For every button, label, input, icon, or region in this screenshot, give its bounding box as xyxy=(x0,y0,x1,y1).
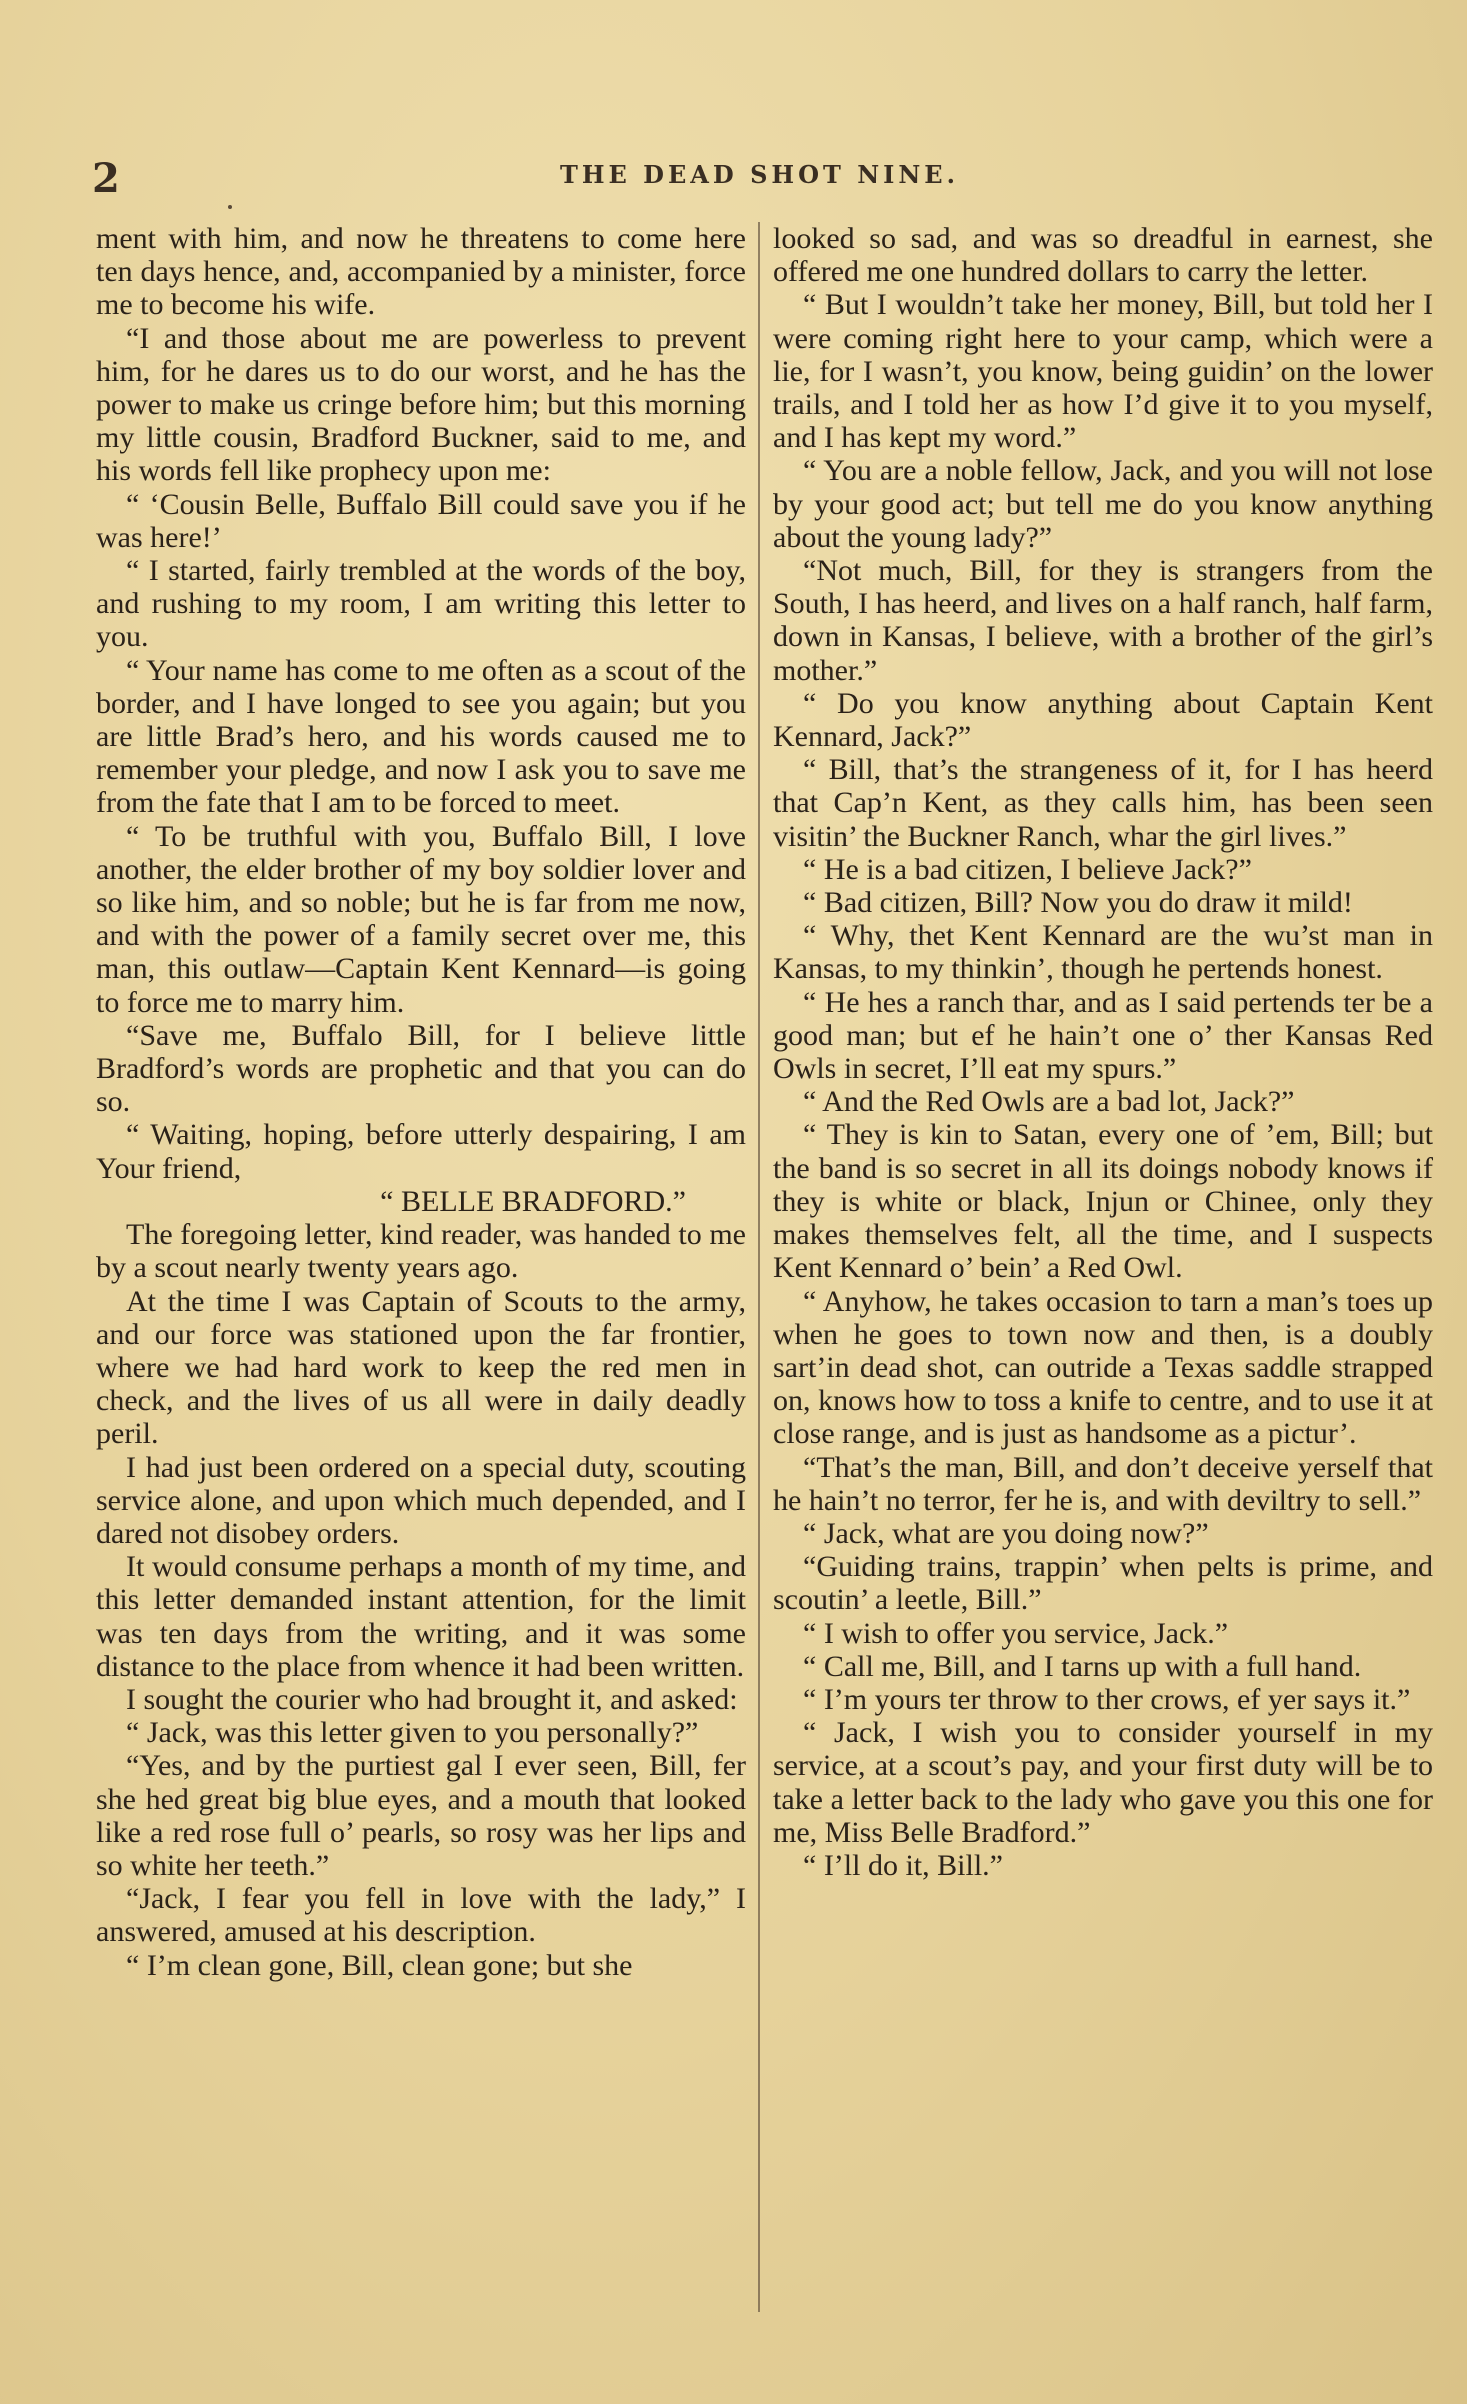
paragraph: “ Jack, was this letter given to you personally?” xyxy=(126,1716,699,1750)
paragraph: looked so sad, and was so dreadful in earnest, she offered me one hundred dollars to carry the letter. xyxy=(773,222,1433,289)
paragraph: “ I wish to offer you service, Jack.” xyxy=(803,1616,1229,1650)
paragraph: “ Waiting, hoping, before utterly despairing, I am Your friend, xyxy=(96,1118,746,1185)
paragraph: “ To be truthful with you, Buffalo Bill, I love another, the elder brother of my boy soldier lover and so like him, and so noble; but he is far from me now, and with the power of a family secret over me, this man, this outlaw—Captain Kent Kennard—is going to force me to marry him. xyxy=(96,819,746,1019)
paragraph: “ And the Red Owls are a bad lot, Jack?” xyxy=(803,1085,1295,1119)
paragraph: “That’s the man, Bill, and don’t deceive yerself that he hain’t no terror, fer he is, and with deviltry to sell.” xyxy=(773,1450,1433,1517)
paragraph: “ Jack, I wish you to consider yourself in my service, at a scout’s pay, and your first duty will be to take a letter back to the lady who gave you this one for me, Miss Belle Bradford.” xyxy=(773,1716,1433,1849)
paragraph: “Guiding trains, trappin’ when pelts is prime, and scoutin’ a leetle, Bill.” xyxy=(773,1550,1433,1617)
paragraph: “ Bad citizen, Bill? Now you do draw it mild! xyxy=(803,886,1353,920)
paragraph: “ They is kin to Satan, every one of ’em, Bill; but the band is so secret in all its doings nobody knows if they is white or black, Injun or Chinee, only they makes themselves felt, all the time, and I suspects Kent Kennard o’ bein’ a Red Owl. xyxy=(773,1118,1433,1285)
paragraph: I sought the courier who had brought it, and asked: xyxy=(126,1682,738,1716)
paragraph: “ He hes a ranch thar, and as I said pertends ter be a good man; but ef he hain’t one o’ ther Kansas Red Owls in secret, I’ll eat my spurs.” xyxy=(773,985,1433,1086)
running-title: THE DEAD SHOT NINE. xyxy=(560,160,959,189)
paragraph: “ Why, thet Kent Kennard are the wu’st man in Kansas, to my thinkin’, though he pertends honest. xyxy=(773,919,1433,986)
paragraph: “Save me, Buffalo Bill, for I believe little Bradford’s words are prophetic and that you can do so. xyxy=(96,1018,746,1119)
page-number: 2 xyxy=(92,155,120,202)
paragraph: “ I started, fairly trembled at the words of the boy, and rushing to my room, I am writing this letter to you. xyxy=(96,554,746,654)
paragraph: “ Your name has come to me often as a scout of the border, and I have longed to see you again; but you are little Brad’s hero, and his words caused me to remember your pledge, and now I ask you to save me from the fate that I am to be forced to meet. xyxy=(96,653,746,820)
left-column xyxy=(96,222,746,1982)
paragraph: ment with him, and now he threatens to come here ten days hence, and, accompanied by a minister, force me to become his wife. xyxy=(96,222,746,322)
paragraph: “ I’m clean gone, Bill, clean gone; but she xyxy=(126,1948,633,1982)
paragraph: At the time I was Captain of Scouts to the army, and our force was stationed upon the far frontier, where we had hard work to keep the red men in check, and the lives of us all were in daily deadly peril. xyxy=(96,1284,746,1451)
paragraph: “ Call me, Bill, and I tarns up with a full hand. xyxy=(803,1649,1362,1683)
column-divider xyxy=(758,222,760,2312)
paragraph: “Not much, Bill, for they is strangers from the South, I has heerd, and lives on a half ranch, half farm, down in Kansas, I believe, with a brother of the girl’s mother.” xyxy=(773,554,1433,687)
ink-dot xyxy=(228,205,232,209)
paragraph: I had just been ordered on a special duty, scouting service alone, and upon which much depended, and I dared not disobey orders. xyxy=(96,1450,746,1550)
paragraph: “ Jack, what are you doing now?” xyxy=(803,1516,1209,1550)
paragraph: It would consume perhaps a month of my time, and this letter demanded instant attention, for the limit was ten days from the writing, and it was some distance to the place from whence it had been written. xyxy=(96,1550,746,1683)
paragraph: “Jack, I fear you fell in love with the lady,” I answered, amused at his description. xyxy=(96,1882,746,1949)
paragraph: “ But I wouldn’t take her money, Bill, but told her I were coming right here to your camp, which were a lie, for I wasn’t, you know, being guidin’ on the lower trails, and I told her as how I’d give it to you myself, and I has kept my word.” xyxy=(773,288,1433,455)
paragraph: “ Anyhow, he takes occasion to tarn a man’s toes up when he goes to town now and then, is a doubly sart’in dead shot, can outride a Texas saddle strapped on, knows how to toss a knife to centre, and to use it at close range, and is just as handsome as a pictur’. xyxy=(773,1284,1433,1451)
paragraph: “ Do you know anything about Captain Kent Kennard, Jack?” xyxy=(773,686,1433,754)
paragraph: “Yes, and by the purtiest gal I ever seen, Bill, fer she hed great big blue eyes, and a mouth that looked like a red rose full o’ pearls, so rosy was her lips and so white her teeth.” xyxy=(96,1749,746,1882)
paragraph: “ You are a noble fellow, Jack, and you will not lose by your good act; but tell me do you know anything about the young lady?” xyxy=(773,454,1433,554)
paragraph: “I and those about me are powerless to prevent him, for he dares us to do our worst, and he has the power to make us cringe before him; but this morning my little cousin, Bradford Buckner, said to me, and his words fell like prophecy upon me: xyxy=(96,321,746,488)
paragraph: “ I’ll do it, Bill.” xyxy=(803,1848,1003,1882)
paragraph: “ I’m yours ter throw to ther crows, ef yer says it.” xyxy=(803,1682,1411,1716)
paragraph: “ He is a bad citizen, I believe Jack?” xyxy=(803,852,1252,886)
letter-signature: “ BELLE BRADFORD.” xyxy=(380,1184,686,1218)
paragraph: “ ‘Cousin Belle, Buffalo Bill could save you if he was here!’ xyxy=(96,487,746,554)
paragraph: The foregoing letter, kind reader, was handed to me by a scout nearly twenty years ago. xyxy=(96,1218,746,1285)
right-column xyxy=(773,222,1433,1882)
paragraph: “ Bill, that’s the strangeness of it, for I has heerd that Cap’n Kent, as they calls him, has been seen visitin’ the Buckner Ranch, whar the girl lives.” xyxy=(773,753,1433,853)
